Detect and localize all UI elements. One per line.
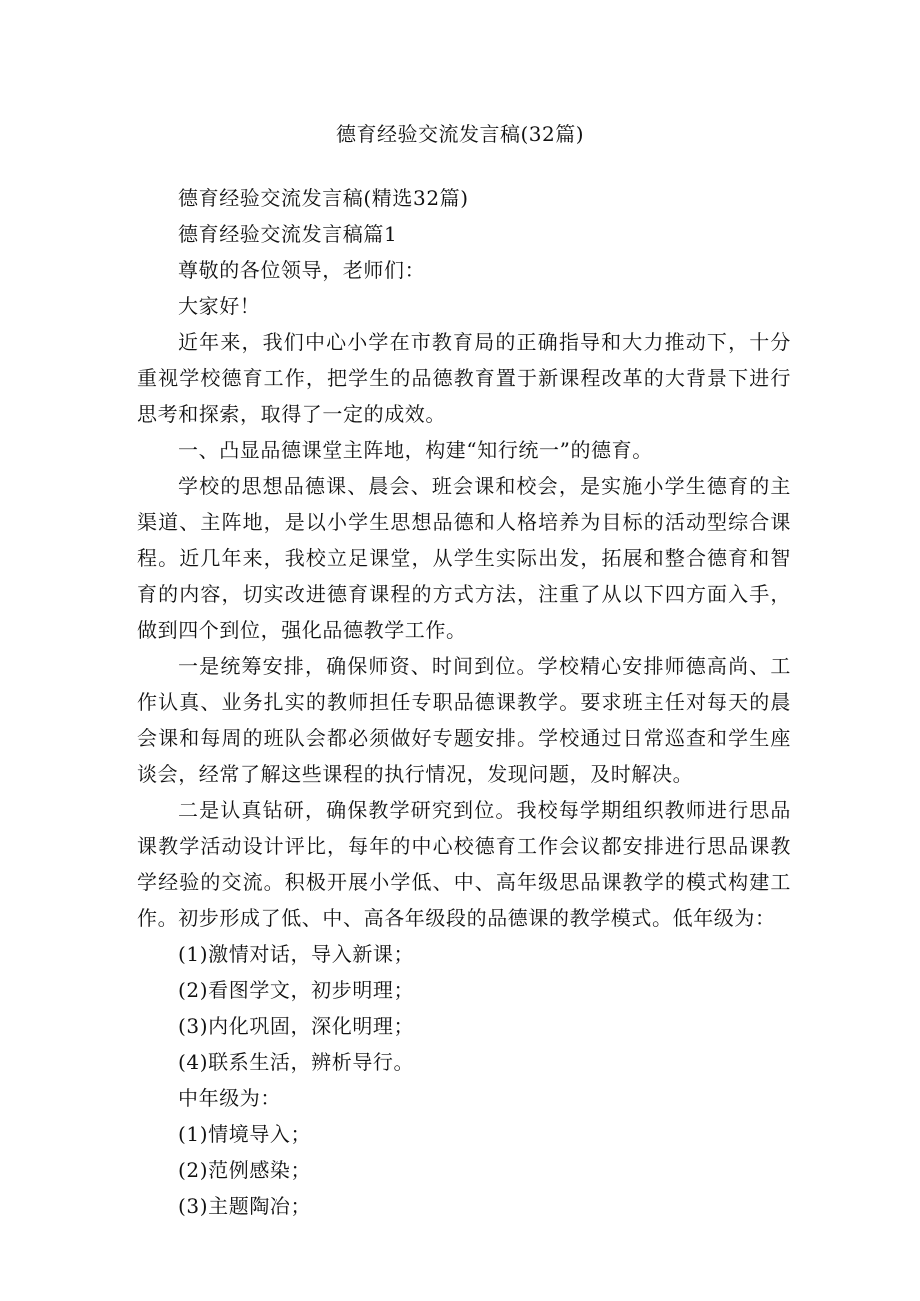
paragraph-body: 二是认真钻研，确保教学研究到位。我校每学期组织教师进行思品课教学活动设计评比，每年的中心校德育工作会议都安排进行思品课教学经验的交流。积极开展小学低、中、高年级思品课教学的模式构建工作。初步形成了低、中、高各年级段的品德课的教学模式。低年级为： [137,798,791,930]
document-body [137,180,791,1224]
paragraph-salutation: 尊敬的各位领导，老师们： [178,258,426,282]
list-item: (1)情境导入； [178,1122,312,1146]
list-item: (2)看图学文，初步明理； [178,978,415,1002]
paragraph-body: 学校的思想品德课、晨会、班会课和校会，是实施小学生德育的主渠道、主阵地，是以小学生思想品德和人格培养为目标的活动型综合课程。近几年来，我校立足课堂，从学生实际出发，拓展和整合德育和智育的内容，切实改进德育课程的方式方法，注重了从以下四方面入手，做到四个到位，强化品德教学工作。 [137,474,791,642]
list-item: (2)范例感染； [178,1158,312,1182]
paragraph-point-heading: 一、凸显品德课堂主阵地，构建“知行统一”的德育。 [178,438,653,462]
paragraph-greeting: 大家好！ [178,294,261,318]
document-title: 德育经验交流发言稿(32篇) [335,122,585,146]
paragraph-subtitle: 德育经验交流发言稿(精选32篇) [178,186,469,210]
list-item: (3)内化巩固，深化明理； [178,1014,415,1038]
list-item: (3)主题陶冶； [178,1194,312,1218]
list-item: (4)联系生活，辨析导行。 [178,1050,415,1074]
paragraph-intro: 近年来，我们中心小学在市教育局的正确指导和大力推动下，十分重视学校德育工作，把学生的品德教育置于新课程改革的大背景下进行思考和探索，取得了一定的成效。 [137,330,791,426]
paragraph-section-heading: 德育经验交流发言稿篇1 [178,222,398,246]
paragraph-grade-heading: 中年级为： [178,1086,281,1110]
list-item: (1)激情对话，导入新课； [178,942,415,966]
paragraph-body: 一是统筹安排，确保师资、时间到位。学校精心安排师德高尚、工作认真、业务扎实的教师担任专职品德课教学。要求班主任对每天的晨会课和每周的班队会都必须做好专题安排。学校通过日常巡查和学生座谈会，经常了解这些课程的执行情况，发现问题，及时解决。 [137,654,791,786]
